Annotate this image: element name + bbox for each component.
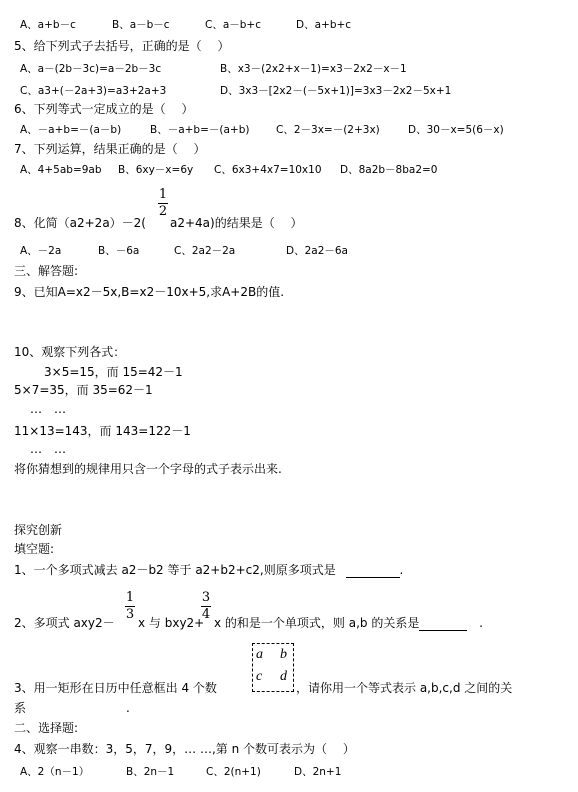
explore-q1-text: 1、一个多项式减去 a2－b2 等于 a2+b2+c2,则原多项式是 — [14, 563, 336, 577]
explore-q3-post: ，请你用一个等式表示 a,b,c,d 之间的关 — [296, 681, 513, 695]
q8-option-c: C、2a2－2a — [174, 245, 236, 257]
explore-q2-frac2-numerator: 3 — [201, 590, 211, 605]
explore-q4-option-a: A、2（n－1） — [20, 766, 90, 778]
explore-q2-frac1-denominator: 3 — [125, 607, 135, 622]
calendar-cell-a: a — [256, 647, 263, 662]
calendar-cell-c: c — [256, 669, 263, 684]
explore-title: 探究创新 — [14, 523, 63, 537]
calendar-cell-d: d — [280, 669, 287, 684]
q8-option-b: B、－6a — [98, 245, 140, 257]
q8-stem-post: a2+4a)的结果是（ ） — [170, 216, 303, 230]
choice-title: 二、选择题: — [14, 721, 79, 735]
q4-option-d: D、a+b+c — [296, 19, 352, 31]
q7-option-a: A、4+5ab=9ab — [20, 164, 102, 176]
q7-stem: 7、下列运算，结果正确的是（ ） — [14, 142, 206, 156]
q10-line1: 3×5=15，而 15=42－1 — [44, 365, 183, 379]
q4-option-b: B、a－b－c — [112, 19, 170, 31]
explore-q2-frac2-denominator: 4 — [201, 607, 211, 622]
q7-option-c: C、6x3+4x7=10x10 — [214, 164, 322, 176]
explore-q1-blank[interactable] — [346, 565, 400, 578]
q4-option-c: C、a－b+c — [205, 19, 262, 31]
q6-option-b: B、－a+b=－(a+b) — [150, 124, 250, 136]
q5-option-b: B、x3－(2x2+x－1)=x3－2x2－x－1 — [220, 63, 407, 75]
q4-option-a: A、a+b－c — [20, 19, 76, 31]
q6-stem: 6、下列等式一定成立的是（ ） — [14, 102, 194, 116]
q10-dots2: … … — [30, 442, 67, 456]
explore-q2-post — [214, 615, 483, 631]
q8-option-a: A、－2a — [20, 245, 62, 257]
calendar-box — [252, 643, 294, 692]
explore-q2-blank[interactable] — [419, 618, 467, 631]
fill-title: 填空题: — [14, 542, 55, 556]
q7-option-d: D、8a2b－8ba2=0 — [340, 164, 438, 176]
q6-option-c: C、2－3x=－(2+3x) — [276, 124, 380, 136]
q10-dots1: … … — [30, 402, 67, 416]
explore-q2-fraction1 — [125, 591, 135, 622]
explore-q2-pre: 2、多项式 axy2－ — [14, 616, 115, 630]
q8-option-d: D、2a2－6a — [286, 245, 348, 257]
q7-option-b: B、6xy－x=6y — [118, 164, 194, 176]
explore-q2-fraction2 — [201, 591, 211, 622]
explore-q2-frac1-numerator: 1 — [125, 590, 135, 605]
q5-stem: 5、给下列式子去括号，正确的是（ ） — [14, 39, 230, 53]
q10-task: 将你猜想到的规律用只含一个字母的式子表示出来. — [14, 462, 282, 476]
q6-option-a: A、－a+b=－(a－b) — [20, 124, 122, 136]
q10-line3: 11×13=143，而 143=122－1 — [14, 424, 191, 438]
explore-q3-line2-end: . — [126, 701, 130, 715]
explore-q3-line2: 系 — [14, 701, 27, 715]
explore-q4-stem: 4、观察一串数：3，5，7，9，… …,第 n 个数可表示为（ ） — [14, 742, 355, 756]
explore-q2-post-text: x 的和是一个单项式，则 a,b 的关系是 — [214, 616, 420, 630]
explore-q4-option-c: C、2(n+1) — [206, 766, 261, 778]
explore-q1 — [14, 562, 403, 578]
q9-text: 9、已知A=x2－5x,B=x2－10x+5,求A+2B的值. — [14, 285, 285, 299]
explore-q4-option-b: B、2n－1 — [126, 766, 175, 778]
q8-stem-pre: 8、化简（a2+2a）－2( — [14, 216, 146, 230]
section3-heading: 三、解答题: — [14, 264, 79, 278]
explore-q2-mid: x 与 bxy2+ — [138, 616, 205, 630]
q6-option-d: D、30－x=5(6－x) — [408, 124, 504, 136]
q8-fraction — [158, 188, 168, 219]
q5-option-c: C、a3+(－2a+3)=a3+2a+3 — [20, 85, 167, 97]
q10-stem: 10、观察下列各式： — [14, 345, 126, 359]
q5-option-d: D、3x3－[2x2－(－5x+1)]=3x3－2x2－5x+1 — [220, 85, 452, 97]
explore-q4-option-d: D、2n+1 — [294, 766, 342, 778]
q8-fraction-numerator: 1 — [158, 187, 168, 202]
explore-q2-end: . — [479, 616, 483, 630]
q10-line2: 5×7=35，而 35=62－1 — [14, 383, 153, 397]
q5-option-a: A、a－(2b－3c)=a－2b－3c — [20, 63, 162, 75]
explore-q3-pre: 3、用一矩形在日历中任意框出 4 个数 — [14, 681, 217, 695]
q8-fraction-denominator: 2 — [158, 204, 168, 219]
explore-q1-end: . — [399, 563, 404, 577]
calendar-cell-b: b — [280, 647, 287, 662]
